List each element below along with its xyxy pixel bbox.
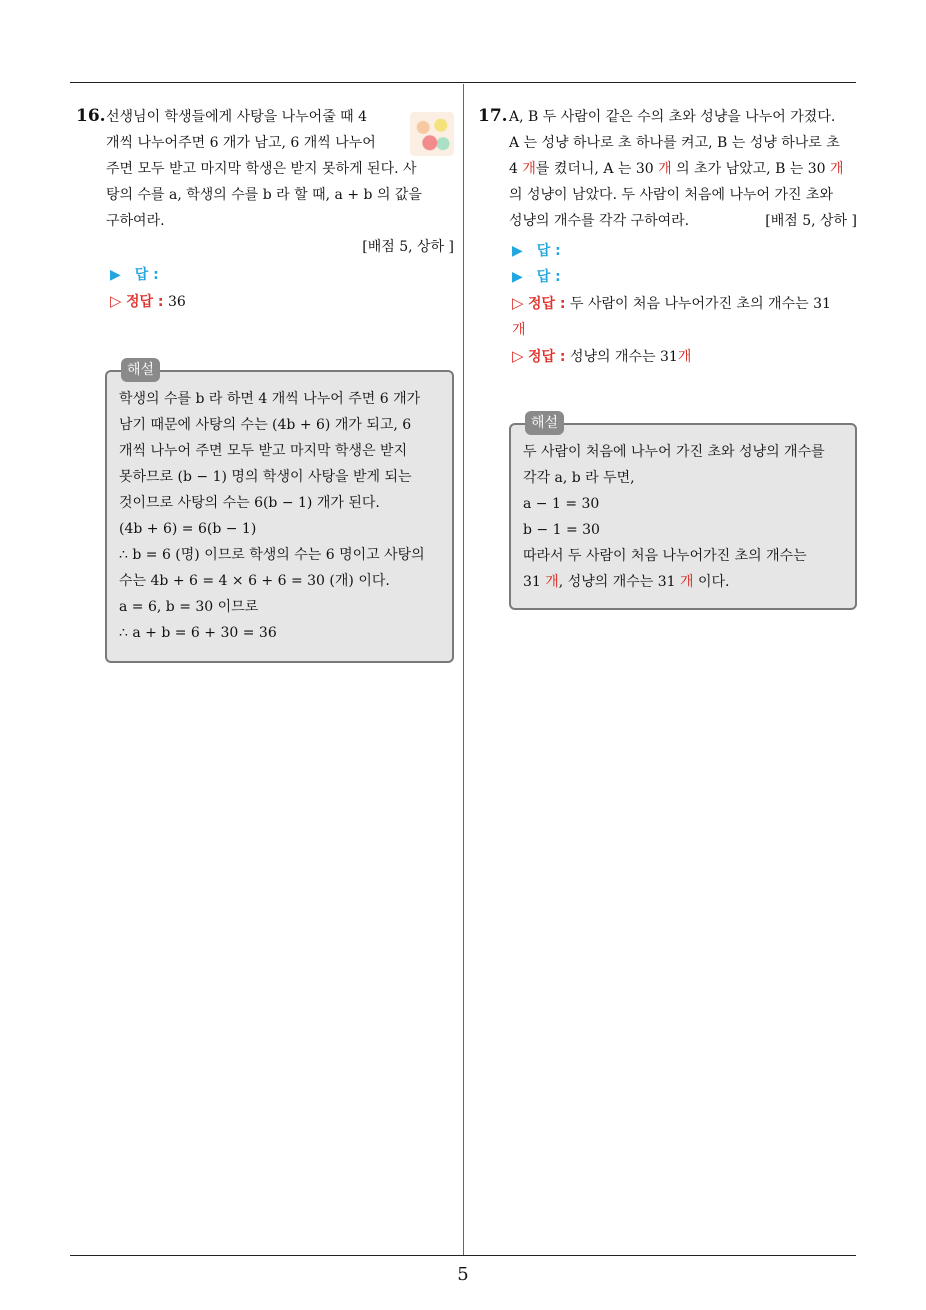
outline-triangle-icon: ▷ (512, 347, 524, 365)
column-divider (463, 84, 464, 1256)
correct-label: 정답 : (126, 294, 164, 310)
exp-line: 못하므로 (b − 1) 명의 학생이 사탕을 받게 되는 (119, 469, 412, 485)
q16-answer-block (110, 262, 186, 315)
q17-points: [배점 5, 상하 ] (765, 213, 857, 229)
unit-highlight: 개 (545, 574, 559, 590)
exp-line: 두 사람이 처음에 나누어 가진 초와 성냥의 개수를 (523, 444, 825, 460)
q16-correct-row (110, 288, 186, 315)
q17-line: 의 성냥이 남았다. 두 사람이 처음에 나누어 가진 초와 (509, 187, 834, 203)
q16-points: [배점 5, 상하 ] (362, 239, 454, 255)
exp-line: 따라서 두 사람이 처음 나누어가진 초의 개수는 (523, 548, 807, 564)
page-number: 5 (457, 1264, 469, 1285)
unit-highlight: 개 (680, 574, 694, 590)
q17-correct-row (512, 290, 860, 317)
exp-line: b − 1 = 30 (523, 522, 600, 538)
q17-line: A, B 두 사람이 같은 수의 초와 성냥을 나누어 가졌다. (509, 109, 836, 125)
exp-line: ∴ b = 6 (명) 이므로 학생의 수는 6 명이고 사탕의 (119, 547, 425, 563)
play-triangle-icon: ▶ (512, 243, 523, 259)
explanation-tag: 해설 (121, 358, 160, 382)
exp-line: a − 1 = 30 (523, 496, 600, 512)
answer-label: 답 : (134, 267, 159, 283)
q17-correct-unit (512, 317, 860, 343)
unit-highlight: 개 (677, 349, 692, 365)
correct-value: 두 사람이 처음 나누어가진 초의 개수는 31 (569, 296, 831, 312)
q16-line: 탕의 수를 a, 학생의 수를 b 라 할 때, a + b 의 값을 (106, 187, 422, 203)
q16-answer-row (110, 262, 186, 288)
correct-value: 성냥의 개수는 31 (569, 349, 678, 365)
explanation-tag: 해설 (525, 411, 564, 435)
q16-line: 주면 모두 받고 마지막 학생은 받지 못하게 된다. 사 (106, 161, 417, 177)
top-rule (70, 82, 856, 83)
play-triangle-icon: ▶ (110, 267, 121, 283)
q17-line: A 는 성냥 하나로 초 하나를 켜고, B 는 성냥 하나로 초 (509, 135, 840, 151)
q17-text: 4 (509, 161, 523, 177)
q17-correct-row (512, 343, 860, 370)
exp-line: 남기 때문에 사탕의 수는 (4b + 6) 개가 되고, 6 (119, 417, 412, 433)
q17-text: 성냥의 개수를 각각 구하여라. (509, 213, 690, 229)
exp-text: 이다. (693, 574, 730, 590)
exp-line (523, 569, 843, 595)
bottom-rule (70, 1255, 856, 1256)
outline-triangle-icon: ▷ (512, 294, 524, 312)
exp-line: ∴ a + b = 6 + 30 = 36 (119, 625, 277, 641)
q17-text: 의 초가 남았고, B 는 30 (671, 161, 831, 177)
exp-line: 학생의 수를 b 라 하면 4 개씩 나누어 주면 6 개가 (119, 391, 421, 407)
exp-text: 31 (523, 574, 546, 590)
correct-label: 정답 : (528, 349, 566, 365)
exp-line: (4b + 6) = 6(b − 1) (119, 521, 257, 537)
q17-text: 를 켰더니, A 는 30 (535, 161, 659, 177)
unit-highlight: 개 (522, 161, 536, 177)
question-17-text (509, 104, 857, 234)
exp-text: , 성냥의 개수는 31 (558, 574, 681, 590)
play-triangle-icon: ▶ (512, 269, 523, 285)
q17-answer-block (512, 238, 860, 370)
exp-line: 각각 a, b 라 두면, (523, 470, 635, 486)
q17-answer-row (512, 238, 860, 264)
question-16-text (106, 104, 454, 260)
correct-value: 36 (167, 294, 186, 310)
q16-line: 선생님이 학생들에게 사탕을 나누어줄 때 4 (106, 109, 368, 125)
question-17-number: 17. (478, 106, 508, 126)
unit-highlight: 개 (512, 322, 526, 338)
unit-highlight: 개 (658, 161, 672, 177)
q17-explanation-box (509, 415, 857, 610)
answer-label: 답 : (536, 243, 561, 259)
outline-triangle-icon: ▷ (110, 292, 122, 310)
correct-label: 정답 : (528, 296, 566, 312)
unit-highlight: 개 (830, 161, 844, 177)
q17-line (509, 208, 857, 234)
q16-line: 개씩 나누어주면 6 개가 남고, 6 개씩 나누어 (106, 135, 376, 151)
q17-answer-row (512, 264, 860, 290)
q16-line: 구하여라. (106, 213, 165, 229)
q17-line (509, 156, 857, 182)
exp-line: 것이므로 사탕의 수는 6(b − 1) 개가 된다. (119, 495, 380, 511)
exp-line: a = 6, b = 30 이므로 (119, 599, 259, 615)
exp-line: 수는 4b + 6 = 4 × 6 + 6 = 30 (개) 이다. (119, 573, 390, 589)
question-16-number: 16. (76, 106, 106, 126)
answer-label: 답 : (536, 269, 561, 285)
q16-explanation-box (105, 362, 454, 663)
exp-line: 개씩 나누어 주면 모두 받고 마지막 학생은 받지 (119, 443, 408, 459)
